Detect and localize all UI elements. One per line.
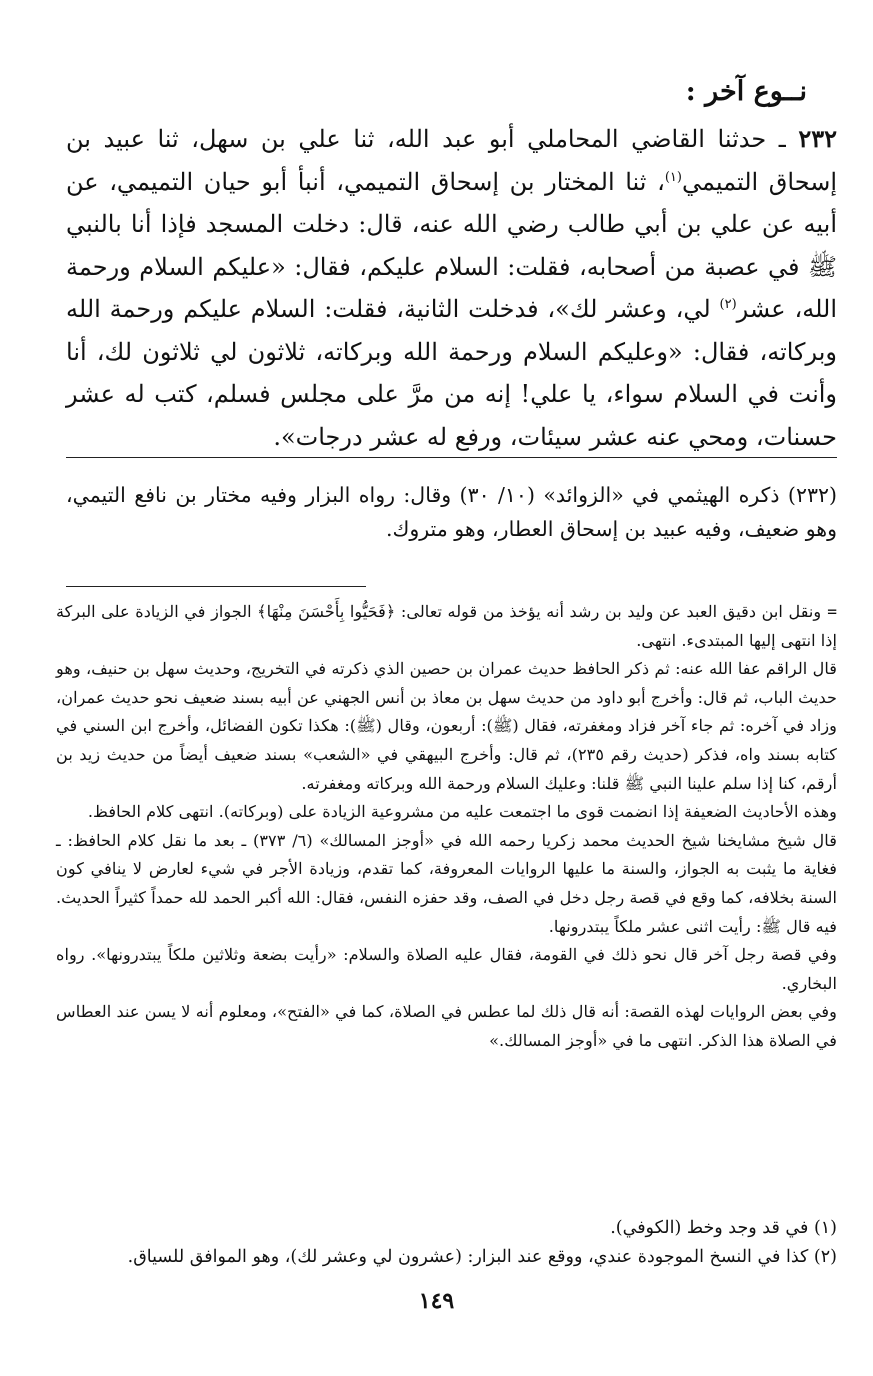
continuation-mark: = xyxy=(827,602,837,621)
note-paragraph: قال الراقم عفا الله عنه: ثم ذكر الحافظ حديث عمران بن حصين الذي ذكرته في التخريج، وحديث سهل بن حنيف، وهو حديث الباب، ثم قال: وأخرج أبو داود من حديث سهل بن معاذ بن أنس الجهني عن أبيه بسند ضعيف نحو حديث عمران، وزاد في آخره: ثم جاء آخر فزاد ومغفرته، فقال (ﷺ): أربعون، وقال (ﷺ): هكذا تكون الفضائل، وأخرج ابن السني في كتابه بسند واه، فذكر (حديث رقم ٢٣٥)، ثم قال: وأخرج البيهقي في «الشعب» بسند ضعيف أيضاً من حديث زيد بن أرقم، كنا إذا سلم علينا النبي ﷺ قلنا: وعليك السلام ورحمة الله وبركاته ومغفرته. xyxy=(56,659,837,793)
note-paragraph xyxy=(56,598,837,655)
page-number: ١٤٩ xyxy=(418,1288,455,1314)
footnotes xyxy=(56,1214,837,1272)
note-paragraph: وفي قصة رجل آخر قال نحو ذلك في القومة، فقال عليه الصلاة والسلام: «رأيت بضعة وثلاثين ملكاً يبتدرونها». رواه البخاري. xyxy=(56,945,837,993)
hadith-number: ٢٣٢ xyxy=(798,124,837,153)
note-paragraph: وفي بعض الروايات لهذه القصة: أنه قال ذلك لما عطس في الصلاة، كما في «الفتح»، ومعلوم أنه لا يسن عند العطاس في الصلاة هذا الذكر. انتهى ما في «أوجز المسالك.» xyxy=(56,1002,837,1050)
hadith-text-part-2: ، ثنا المختار بن إسحاق التميمي، أنبأ أبو حيان التميمي، عن أبيه عن علي بن أبي طالب رضي الله عنه، قال: دخلت المسجد فإذا أنا بالنبي ﷺ في عصبة من أصحابه، فقلت: السلام عليكم، فقال: «عليكم السلام ورحمة الله، عشر xyxy=(66,167,838,323)
hadith-text xyxy=(66,118,837,458)
footnote-ref-2: (٢) xyxy=(719,297,737,312)
takhrij-note: (٢٣٢) ذكره الهيثمي في «الزوائد» (١٠/ ٣٠) وقال: رواه البزار وفيه مختار بن نافع التيمي، وهو ضعيف، وفيه عبيد بن إسحاق العطار، وهو متروك. xyxy=(66,483,837,541)
footnote-rule xyxy=(66,586,366,587)
footnote-ref-1: (١) xyxy=(664,169,682,185)
note-paragraph: قال شيخ مشايخنا شيخ الحديث محمد زكريا رحمه الله في «أوجز المسالك» (٦/ ٣٧٣) ـ بعد ما نقل كلام الحافظ: ـ فغاية ما يثبت به الجواز، والسنة ما عليها الروايات المعروفة، كما تقدم، وزيادة الأجر في شيء لعارض لا ينافي كون السنة بخلافه، كما وقع في قصة رجل دخل في الصف، وقد حفزه النفس، فقال: الله أكبر الحمد لله حمداً كثيراً الحديث. فيه قال ﷺ: رأيت اثنى عشر ملكاً يبتدرونها. xyxy=(56,830,837,936)
hadith-text-part-1: ـ حدثنا القاضي المحاملي أبو عبد الله، ثنا علي بن سهل، ثنا عبيد بن إسحاق التميمي xyxy=(66,125,837,196)
separator-rule xyxy=(66,457,837,458)
commentary-notes xyxy=(56,598,837,1056)
section-heading: نــوع آخر : xyxy=(685,76,807,107)
footnote-1: (١) في قد وجد وخط (الكوفي). xyxy=(610,1218,837,1238)
hadith-text-part-3: لي، وعشر لك»، فدخلت الثانية، فقلت: السلام عليكم ورحمة الله وبركاته، فقال: «وعليكم السلام ورحمة الله وبركاته، ثلاثون لي ثلاثون لك، أنا وأنت في السلام سواء، يا علي! إنه من مرَّ على مجلس فسلم، كتب له عشر حسنات، ومحي عنه عشر سيئات، ورفع له عشر درجات». xyxy=(66,295,837,451)
note-text: ونقل ابن دقيق العبد عن وليد بن رشد أنه يؤخذ من قوله تعالى: ﴿فَحَيُّوا بِأَحْسَنَ مِنْهَا﴾ الجواز في الزيادة على البركة إذا انتهى إليها المبتدىء. انتهى. xyxy=(56,602,837,650)
note-paragraph: وهذه الأحاديث الضعيفة إذا انضمت قوى ما اجتمعت عليه من مشروعية الزيادة على (وبركاته). انتهى كلام الحافظ. xyxy=(87,802,837,822)
footnote-2: (٢) كذا في النسخ الموجودة عندي، ووقع عند البزار: (عشرون لي وعشر لك)، وهو الموافق للسياق. xyxy=(127,1247,837,1267)
